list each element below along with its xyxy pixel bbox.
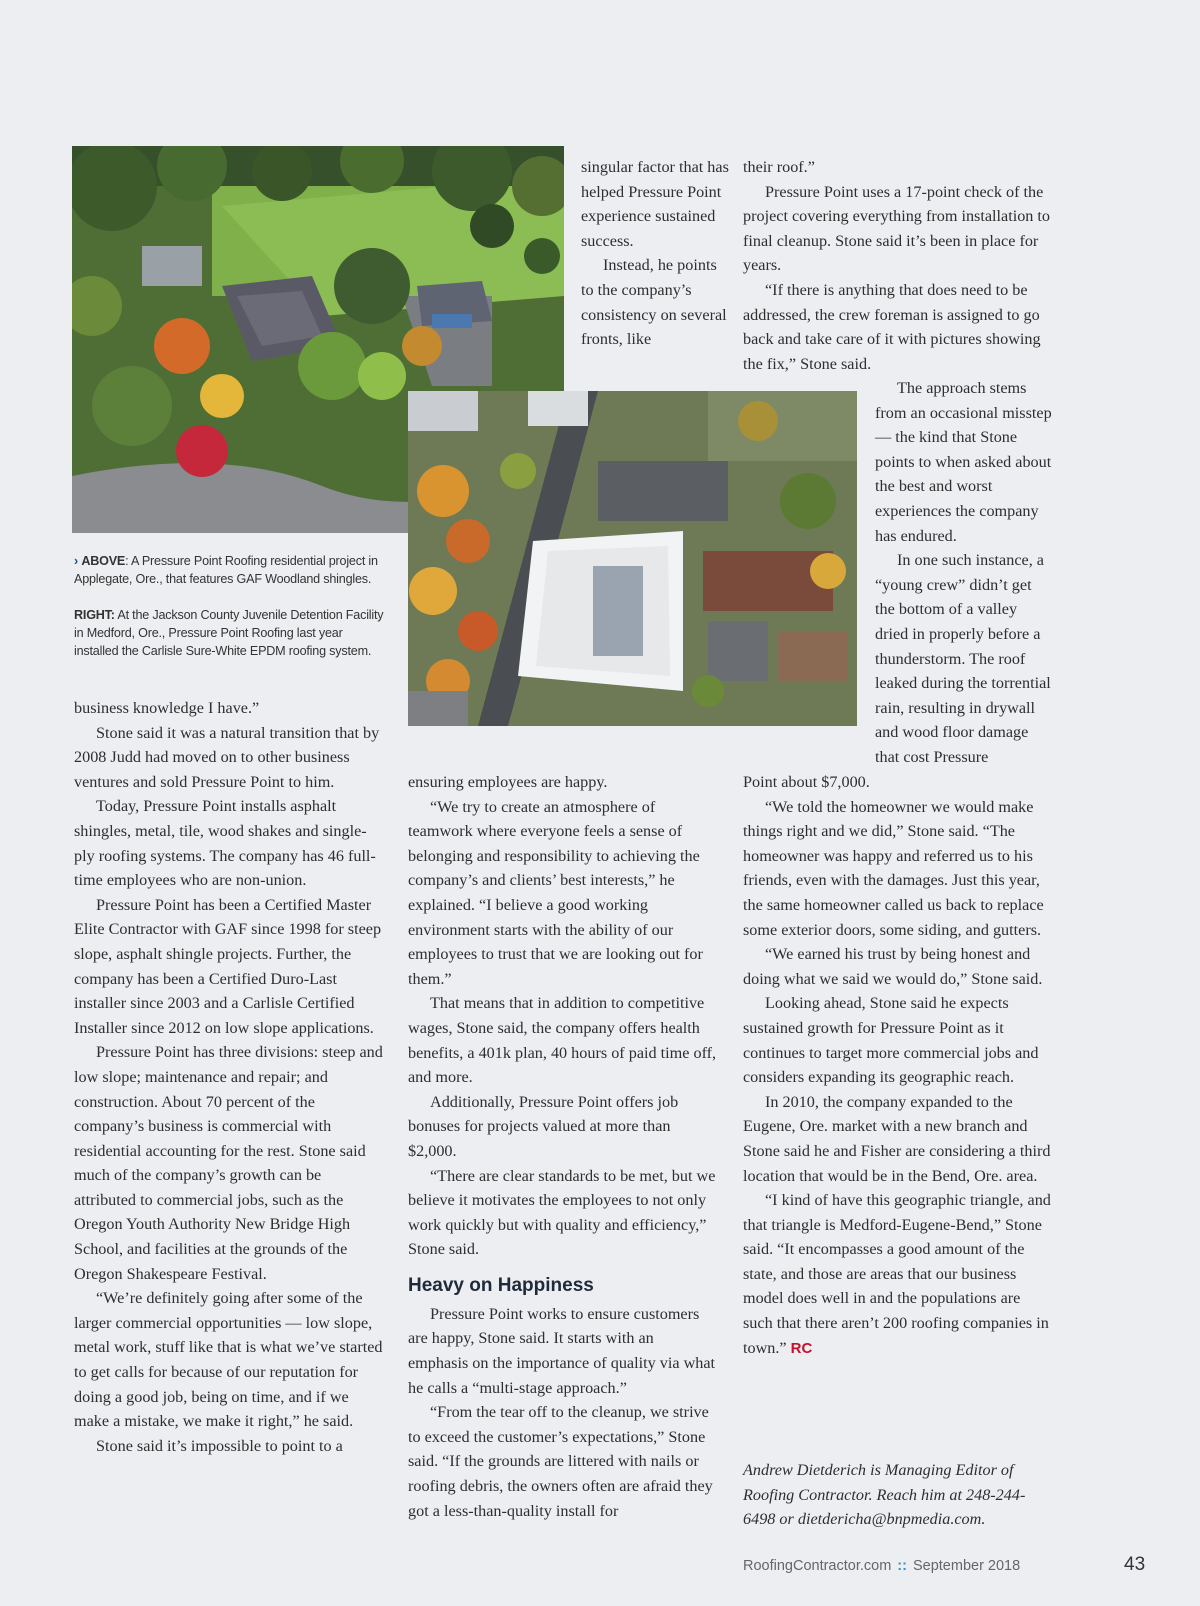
author-bio: Andrew Dietderich is Managing Editor of Roofing Contractor. Reach him at 248-244-6498 or dietdericha@bnpmedia.com.	[743, 1461, 1026, 1529]
caption-above-text: : A Pressure Point Roofing residential project in Applegate, Ore., that features GAF Woodland shingles.	[74, 554, 378, 586]
paragraph: Looking ahead, Stone said he expects sustained growth for Pressure Point as it continues to target more commercial jobs and considers expanding its geographic reach.	[743, 994, 1039, 1087]
paragraph: “There are clear standards to be met, but we believe it motivates the employees to not only work quickly but with quality and efficiency,” Stone said.	[408, 1166, 716, 1259]
paragraph: Stone said it’s impossible to point to a	[96, 1436, 343, 1455]
column-1	[74, 696, 384, 1458]
paragraph: Today, Pressure Point installs asphalt shingles, metal, tile, wood shakes and single-ply roofing systems. The company has 46 full-time employees who are non-union.	[74, 797, 376, 890]
paragraph: Point about $7,000.	[743, 773, 870, 791]
page-footer	[743, 1558, 1020, 1574]
commercial-photo-illustration	[408, 391, 857, 726]
column-3-wrap	[875, 376, 1053, 770]
paragraph: their roof.”	[743, 158, 815, 176]
paragraph-text: “I kind of have this geographic triangle, and that triangle is Medford-Eugene-Bend,” Stone said. “It encompasses a good amount of the state, and those are areas that our business model does well in and the populations are such that there aren’t 200 roofing companies in town.”	[743, 1191, 1051, 1357]
final-paragraph	[743, 1188, 1053, 1361]
paragraph: That means that in addition to competitive wages, Stone said, the company offers health benefits, a 401k plan, 40 hours of paid time off, and more.	[408, 994, 717, 1087]
paragraph: Pressure Point works to ensure customers are happy, Stone said. It starts with an emphasis on the importance of quality via what he calls a “multi-stage approach.”	[408, 1304, 716, 1397]
paragraph: ensuring employees are happy.	[408, 773, 608, 791]
paragraph: Pressure Point has three divisions: steep and low slope; maintenance and repair; and construction. About 70 percent of the company’s business is commercial with residential accounting for the rest. Stone said much of the company’s growth can be attributed to commercial jobs, such as the Oregon Youth Authority New Bridge High School, and facilities at the grounds of the Oregon Shakespeare Festival.	[74, 1043, 383, 1283]
paragraph: “If there is anything that does need to be addressed, the crew foreman is assigned to go back and take care of it with pictures showing the fix,” Stone said.	[743, 280, 1041, 373]
paragraph: The approach stems from an occasional misstep — the kind that Stone points to when asked about the best and worst experiences the company has endured.	[875, 379, 1052, 545]
caret-right-icon: ›	[74, 554, 78, 568]
paragraph: “We earned his trust by being honest and doing what we said we would do,” Stone said.	[743, 945, 1043, 988]
paragraph: Instead, he points to the company’s consistency on several fronts, like	[581, 256, 727, 349]
paragraph: business knowledge I have.”	[74, 699, 260, 717]
caption-above	[74, 552, 384, 588]
page-number: 43	[1124, 1554, 1146, 1575]
commercial-aerial-photo	[408, 391, 857, 726]
caption-above-label: ABOVE	[81, 554, 126, 568]
paragraph: “We told the homeowner we would make things right and we did,” Stone said. “The homeowner was happy and referred us to his friends, even with the damages. Just this year, the same homeowner called us back to replace some exterior doors, some siding, and gutters.	[743, 797, 1044, 939]
paragraph: “We try to create an atmosphere of teamwork where everyone feels a sense of belonging and responsibility to achieving the company’s and clients’ best interests,” he explained. “I believe a good working environment starts with the ability of our employees to trust that we are looking out for them.”	[408, 797, 703, 988]
section-subhead: Heavy on Happiness	[408, 1274, 594, 1296]
caption-right	[74, 606, 384, 660]
paragraph: Pressure Point uses a 17-point check of the project covering everything from installation to final cleanup. Stone said it’s been in place for years.	[743, 182, 1051, 275]
caption-right-text: At the Jackson County Juvenile Detention Facility in Medford, Ore., Pressure Point Roofing last year installed the Carlisle Sure-White EPDM roofing system.	[74, 608, 384, 658]
column-3-bottom	[743, 770, 1053, 1361]
column-2-top	[581, 155, 731, 352]
end-mark: RC	[790, 1339, 813, 1357]
paragraph: “We’re definitely going after some of the larger commercial opportunities — low slope, metal work, stuff like that is what we’ve started to get calls for because of our reputation for doing a good job, being on time, and if we make a mistake, we make it right,” he said.	[74, 1289, 383, 1431]
paragraph: singular factor that has helped Pressure Point experience sustained success.	[581, 158, 729, 250]
paragraph: Additionally, Pressure Point offers job bonuses for projects valued at more than $2,000.	[408, 1092, 679, 1160]
caption-right-label: RIGHT:	[74, 608, 115, 622]
footer-separator: ::	[897, 1558, 907, 1574]
paragraph: In one such instance, a “young crew” didn’t get the bottom of a valley dried in properly before a thunderstorm. The roof leaked during the torrential rain, resulting in drywall and wood floor damage that cost Pressure	[875, 551, 1051, 766]
paragraph: “From the tear off to the cleanup, we strive to exceed the customer’s expectations,” Stone said. “If the grounds are littered with nails or roofing debris, the owners often are afraid they got a less-than-quality install for	[408, 1403, 713, 1520]
photo-captions	[74, 552, 384, 678]
column-2-bottom	[408, 770, 718, 1523]
footer-site-link[interactable]: RoofingContractor.com	[743, 1558, 892, 1574]
paragraph: Pressure Point has been a Certified Master Elite Contractor with GAF since 1998 for steep slope, asphalt shingle projects. Further, the company has been a Certified Duro-Last installer since 2003 and a Carlisle Certified Installer since 2012 on low slope applications.	[74, 895, 382, 1037]
footer-date: September 2018	[912, 1558, 1021, 1574]
paragraph: In 2010, the company expanded to the Eugene, Ore. market with a new branch and Stone said he and Fisher are considering a third location that would be in the Bend, Ore. area.	[743, 1092, 1051, 1185]
paragraph: Stone said it was a natural transition that by 2008 Judd had moved on to other business ventures and sold Pressure Point to him.	[74, 723, 380, 791]
column-3-top	[743, 155, 1053, 376]
